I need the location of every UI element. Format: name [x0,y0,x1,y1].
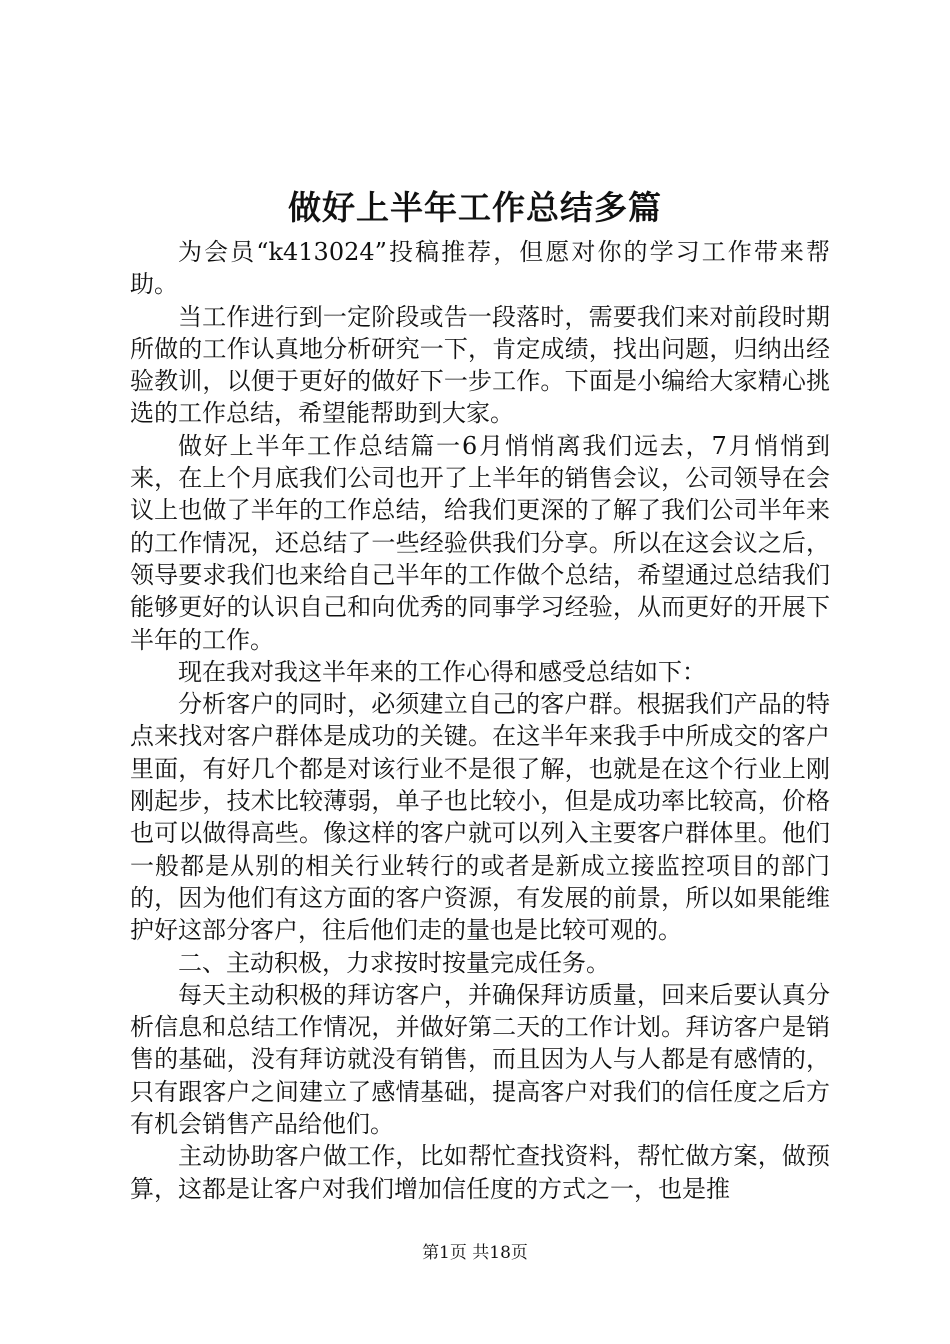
paragraph: 每天主动积极的拜访客户，并确保拜访质量，回来后要认真分析信息和总结工作情况，并做好第二天的工作计划。拜访客户是销售的基础，没有拜访就没有销售，而且因为人与人都是有感情的，只有跟客户之间建立了感情基础，提高客户对我们的信任度之后方有机会销售产品给他们。 [130,980,830,1139]
paragraph: 二、主动积极，力求按时按量完成任务。 [178,948,610,977]
paragraph: 分析客户的同时，必须建立自己的客户群。根据我们产品的特点来找对客户群体是成功的关键。在这半年来我手中所成交的客户里面，有好几个都是对该行业不是很了解，也就是在这个行业上刚刚起步，技术比较薄弱，单子也比较小，但是成功率比较高，价格也可以做得高些。像这样的客户就可以列入主要客户群体里。他们一般都是从别的相关行业转行的或者是新成立接监控项目的部门的，因为他们有这方面的客户资源，有发展的前景，所以如果能维护好这部分客户，往后他们走的量也是比较可观的。 [130,690,830,945]
document-body [130,236,830,1205]
paragraph: 现在我对我这半年来的工作心得和感受总结如下： [178,657,706,686]
document-title: 做好上半年工作总结多篇 [288,188,662,227]
paragraph: 做好上半年工作总结篇一6月悄悄离我们远去，7月悄悄到来，在上个月底我们公司也开了上半年的销售会议，公司领导在会议上也做了半年的工作总结，给我们更深的了解了我们公司半年来的工作情况，还总结了一些经验供我们分享。所以在这会议之后，领导要求我们也来给自己半年的工作做个总结，希望通过总结我们能够更好的认识自己和向优秀的同事学习经验，从而更好的开展下半年的工作。 [130,431,830,654]
paragraph: 主动协助客户做工作，比如帮忙查找资料，帮忙做方案，做预算，这都是让客户对我们增加信任度的方式之一，也是推 [130,1142,830,1203]
page-number-footer: 第1页 共18页 [422,1243,528,1263]
paragraph: 当工作进行到一定阶段或告一段落时，需要我们来对前段时期所做的工作认真地分析研究一下，肯定成绩，找出问题，归纳出经验教训，以便于更好的做好下一步工作。下面是小编给大家精心挑选的工作总结，希望能帮助到大家。 [130,302,830,428]
paragraph: 为会员“k413024”投稿推荐，但愿对你的学习工作带来帮助。 [130,238,830,299]
